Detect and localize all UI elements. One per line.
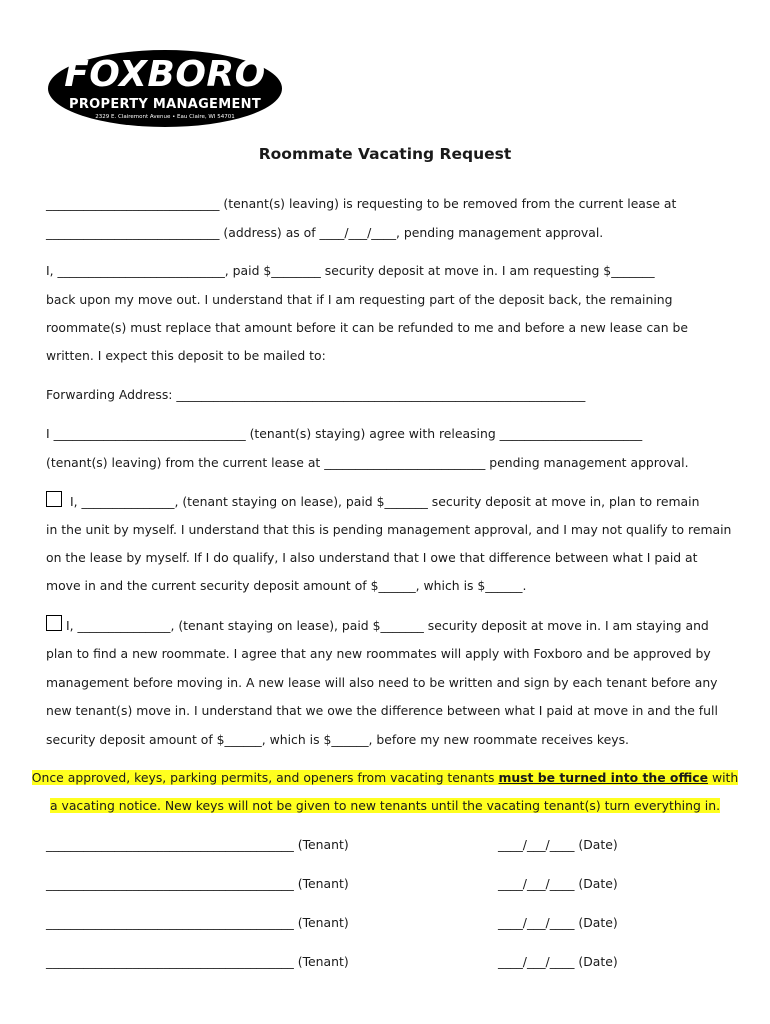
option1-line: I, _______________, (tenant staying on lease), paid $_______ security deposit at move in, plan to remain [70, 494, 700, 509]
logo-address: 2329 E. Clairemont Avenue • Eau Claire, WI 54701 [95, 114, 235, 120]
notice-text: Once approved, keys, parking permits, and openers from vacating tenants [31, 770, 499, 785]
text-line: I _______________________________ (tenant(s) staying) agree with releasing _______________________ [46, 426, 643, 441]
text-line: roommate(s) must replace that amount before it can be refunded to me and before a new lease can be [46, 320, 689, 335]
text-line: written. I expect this deposit to be mailed to: [46, 348, 326, 363]
option2-line: security deposit amount of $______, which is $______, before my new roommate receives keys. [46, 732, 630, 747]
option-remain-alone-checkbox[interactable] [46, 491, 62, 507]
text-line: ____________________________ (address) as of ____/___/____, pending management approval. [46, 225, 604, 240]
tenant-signature-line[interactable]: ________________________________________ (Tenant) [46, 876, 349, 891]
option1-line: on the lease by myself. If I do qualify, I also understand that I owe that difference between what I paid at [46, 550, 698, 565]
option2-line: I, _______________, (tenant staying on lease), paid $_______ security deposit at move in. I am staying and [66, 618, 709, 633]
notice-line-2 [0, 798, 770, 813]
forwarding-address-line: Forwarding Address: __________________________________________________________________ [46, 387, 586, 402]
tenant-signature-line[interactable]: ________________________________________ (Tenant) [46, 837, 349, 852]
date-line[interactable]: ____/___/____ (Date) [498, 954, 618, 969]
option2-line: new tenant(s) move in. I understand that we owe the difference between what I paid at move in and the full [46, 703, 718, 718]
text-line: ____________________________ (tenant(s) leaving) is requesting to be removed from the current lease at [46, 196, 677, 211]
tenant-signature-line[interactable]: ________________________________________ (Tenant) [46, 954, 349, 969]
date-line[interactable]: ____/___/____ (Date) [498, 915, 618, 930]
logo-subtitle: PROPERTY MANAGEMENT [69, 97, 261, 112]
logo-name: FOXBORO [64, 54, 266, 95]
page-title: Roommate Vacating Request [258, 145, 512, 163]
date-line[interactable]: ____/___/____ (Date) [498, 837, 618, 852]
notice-text: a vacating notice. New keys will not be given to new tenants until the vacating tenant(s) turn everything in. [49, 798, 721, 813]
option2-line: management before moving in. A new lease will also need to be written and sign by each tenant before any [46, 675, 718, 690]
option1-line: in the unit by myself. I understand that this is pending management approval, and I may not qualify to remain [46, 522, 732, 537]
notice-line-1 [0, 770, 770, 785]
text-line: back upon my move out. I understand that if I am requesting part of the deposit back, the remaining [46, 292, 673, 307]
option-new-roommate-checkbox[interactable] [46, 615, 62, 631]
option1-line: move in and the current security deposit amount of $______, which is $______. [46, 578, 527, 593]
notice-emphasis: must be turned into the office [498, 770, 709, 785]
date-line[interactable]: ____/___/____ (Date) [498, 876, 618, 891]
option2-line: plan to find a new roommate. I agree that any new roommates will apply with Foxboro and be approved by [46, 646, 711, 661]
company-logo [48, 50, 282, 127]
text-line: (tenant(s) leaving) from the current lease at __________________________ pending management approval. [46, 455, 689, 470]
text-line: I, ___________________________, paid $________ security deposit at move in. I am requesting $_______ [46, 263, 655, 278]
notice-text: with [708, 770, 739, 785]
tenant-signature-line[interactable]: ________________________________________ (Tenant) [46, 915, 349, 930]
